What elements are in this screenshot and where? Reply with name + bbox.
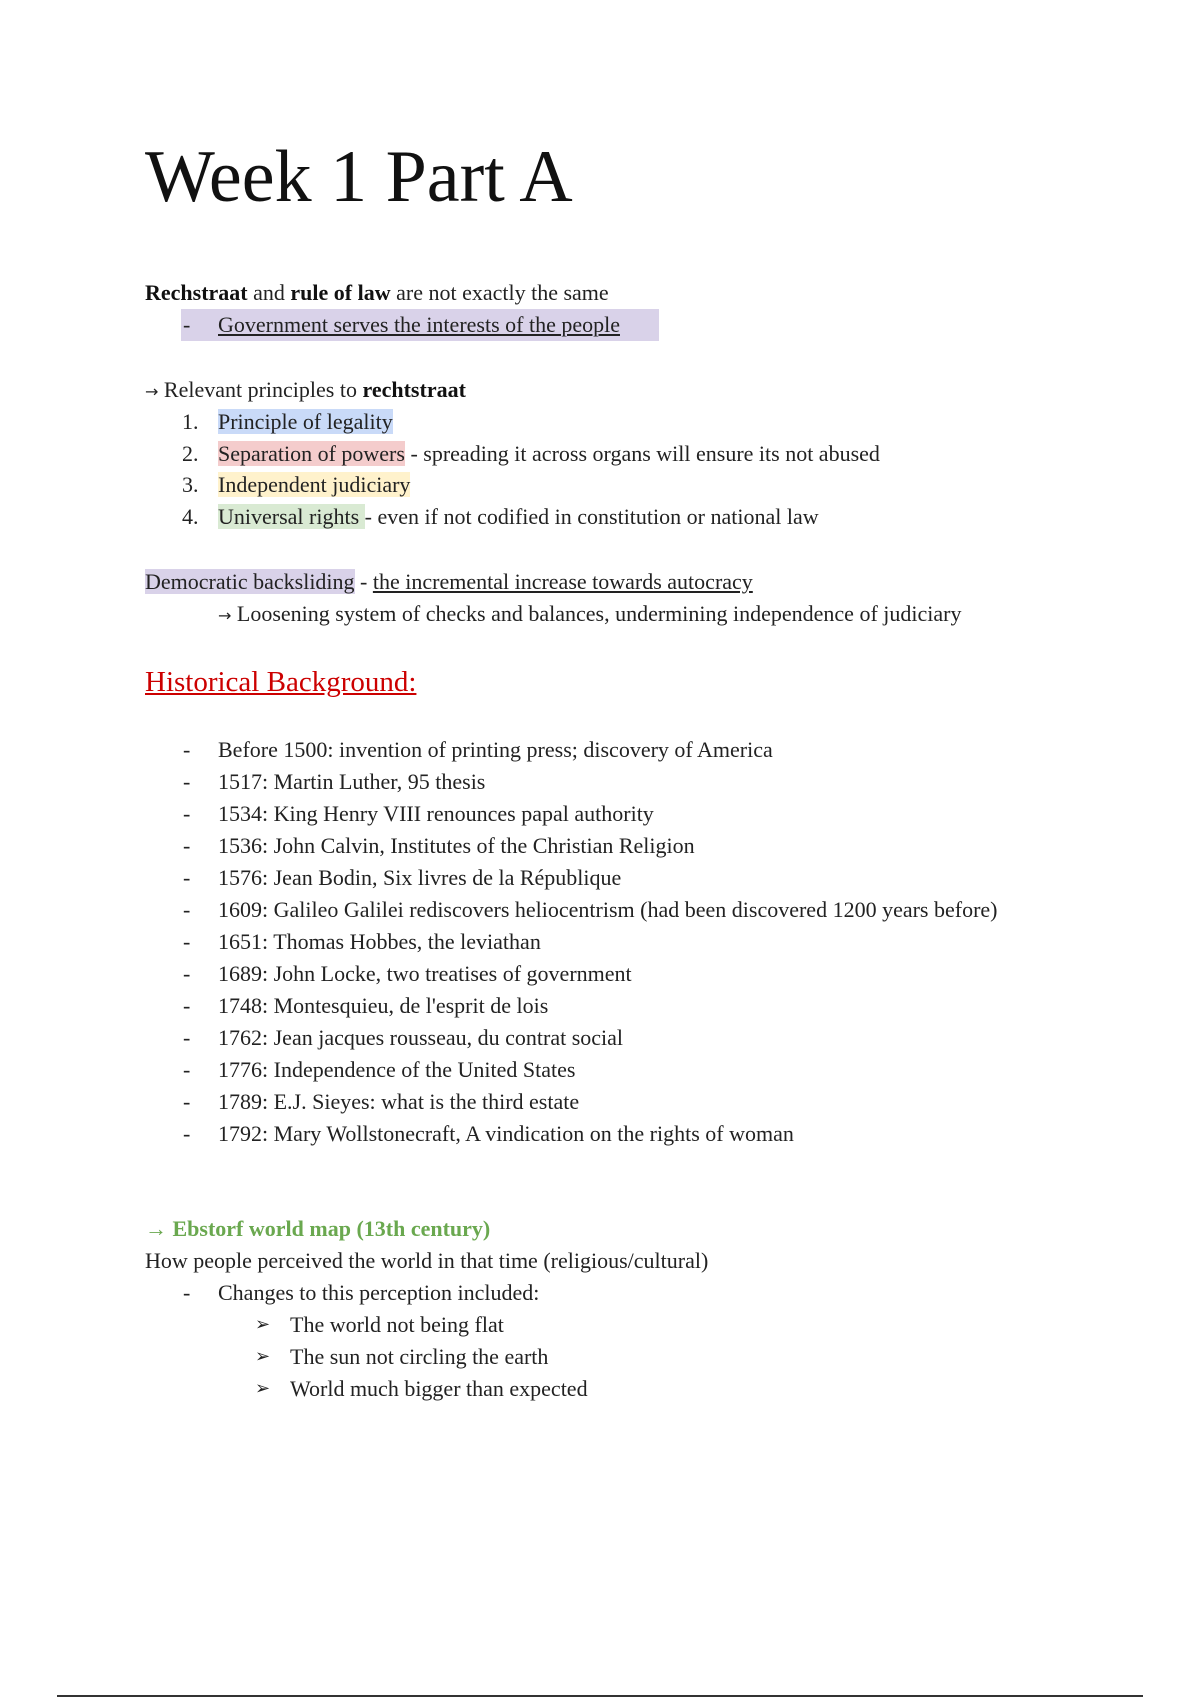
bullet-dash: - [183,1121,191,1146]
history-heading: Historical Background: [145,666,417,698]
history-item [0,990,1200,1022]
arrowhead-bullet-icon: ➢ [255,1346,271,1367]
intro-bullet-text: Government serves the interests of the people [218,312,620,337]
history-item-text: 1748: Montesquieu, de l'esprit de lois [218,993,549,1018]
ebstorf-subitem [0,1309,1200,1341]
principle-item [0,501,1200,533]
ebstorf-heading: → Ebstorf world map (13th century) [145,1216,491,1241]
backsliding-sep: - [354,569,373,594]
ebstorf-subitem [0,1373,1200,1405]
bullet-dash: - [183,312,191,337]
backsliding-note-line [218,598,961,630]
history-item [0,734,1200,766]
history-item [0,862,1200,894]
bullet-dash: - [183,801,191,826]
bullet-dash: - [183,993,191,1018]
history-item-text: 1689: John Locke, two treatises of government [218,961,632,986]
principle-label: Universal rights [218,504,365,529]
principle-label: Independent judiciary [218,472,411,497]
bullet-dash: - [183,737,191,762]
backsliding-note: Loosening system of checks and balances, undermining independence of judiciary [231,601,962,626]
bullet-dash: - [183,1089,191,1114]
principle-label: Principle of legality [218,409,393,434]
history-item-text: 1651: Thomas Hobbes, the leviathan [218,929,541,954]
history-item-text: Before 1500: invention of printing press; discovery of America [218,737,773,762]
history-item-text: 1517: Martin Luther, 95 thesis [218,769,486,794]
ebstorf-bullet [0,1277,1200,1309]
principle-item [0,406,1200,438]
principles-lead-text: Relevant principles to [158,377,363,402]
history-item-text: 1792: Mary Wollstonecraft, A vindication on the rights of woman [218,1121,794,1146]
page-title: Week 1 Part A [145,136,573,218]
bullet-dash: - [183,833,191,858]
bullet-dash: - [183,897,191,922]
principle-number: 2. [182,441,199,466]
principle-note: - even if not codified in constitution or national law [364,504,819,529]
right-arrow-icon: → [145,382,159,401]
principle-item [0,469,1200,501]
ebstorf-subitem-text: The sun not circling the earth [290,1344,549,1369]
ebstorf-bullet-text: Changes to this perception included: [218,1280,540,1305]
principle-number: 1. [182,409,199,434]
bullet-dash: - [183,961,191,986]
history-item-text: 1776: Independence of the United States [218,1057,576,1082]
history-item [0,958,1200,990]
history-item [0,1086,1200,1118]
ebstorf-description: How people perceived the world in that time (religious/cultural) [145,1248,709,1273]
arrowhead-bullet-icon: ➢ [255,1378,271,1399]
history-item-text: 1609: Galileo Galilei rediscovers heliocentrism (had been discovered 1200 years before) [218,897,998,922]
history-item [0,1118,1200,1150]
term-rechstraat: Rechstraat [145,280,248,305]
bullet-dash: - [183,769,191,794]
history-item [0,766,1200,798]
history-item [0,894,1200,926]
ebstorf-subitem-text: World much bigger than expected [290,1376,588,1401]
bullet-dash: - [183,1280,191,1305]
bullet-dash: - [183,1057,191,1082]
intro-rest: are not exactly the same [390,280,609,305]
term-rule-of-law: rule of law [290,280,391,305]
history-item-text: 1576: Jean Bodin, Six livres de la République [218,865,622,890]
backsliding-line [145,566,753,598]
history-item [0,798,1200,830]
principle-number: 3. [182,472,199,497]
principles-lead [145,374,466,406]
principles-lead-bold: rechtstraat [362,377,466,402]
ebstorf-subitem-text: The world not being flat [290,1312,504,1337]
history-item-text: 1789: E.J. Sieyes: what is the third estate [218,1089,580,1114]
intro-bullet-row [181,309,659,341]
principle-item [0,438,1200,470]
principle-label: Separation of powers [218,441,405,466]
backsliding-term: Democratic backsliding [145,569,355,594]
principle-number: 4. [182,504,199,529]
bullet-dash: - [183,1025,191,1050]
history-item-text: 1534: King Henry VIII renounces papal authority [218,801,654,826]
bullet-dash: - [183,865,191,890]
history-item [0,1054,1200,1086]
ebstorf-subitem [0,1341,1200,1373]
history-item [0,830,1200,862]
backsliding-definition: the incremental increase towards autocracy [372,569,753,594]
history-item [0,1022,1200,1054]
intro-line [145,277,609,309]
arrowhead-bullet-icon: ➢ [255,1314,271,1335]
history-item-text: 1536: John Calvin, Institutes of the Christian Religion [218,833,695,858]
page-bottom-rule [57,1695,1143,1697]
intro-and: and [247,280,291,305]
right-arrow-icon: → [218,606,232,625]
principle-note: - spreading it across organs will ensure its not abused [404,441,880,466]
history-item [0,926,1200,958]
history-item-text: 1762: Jean jacques rousseau, du contrat social [218,1025,624,1050]
bullet-dash: - [183,929,191,954]
